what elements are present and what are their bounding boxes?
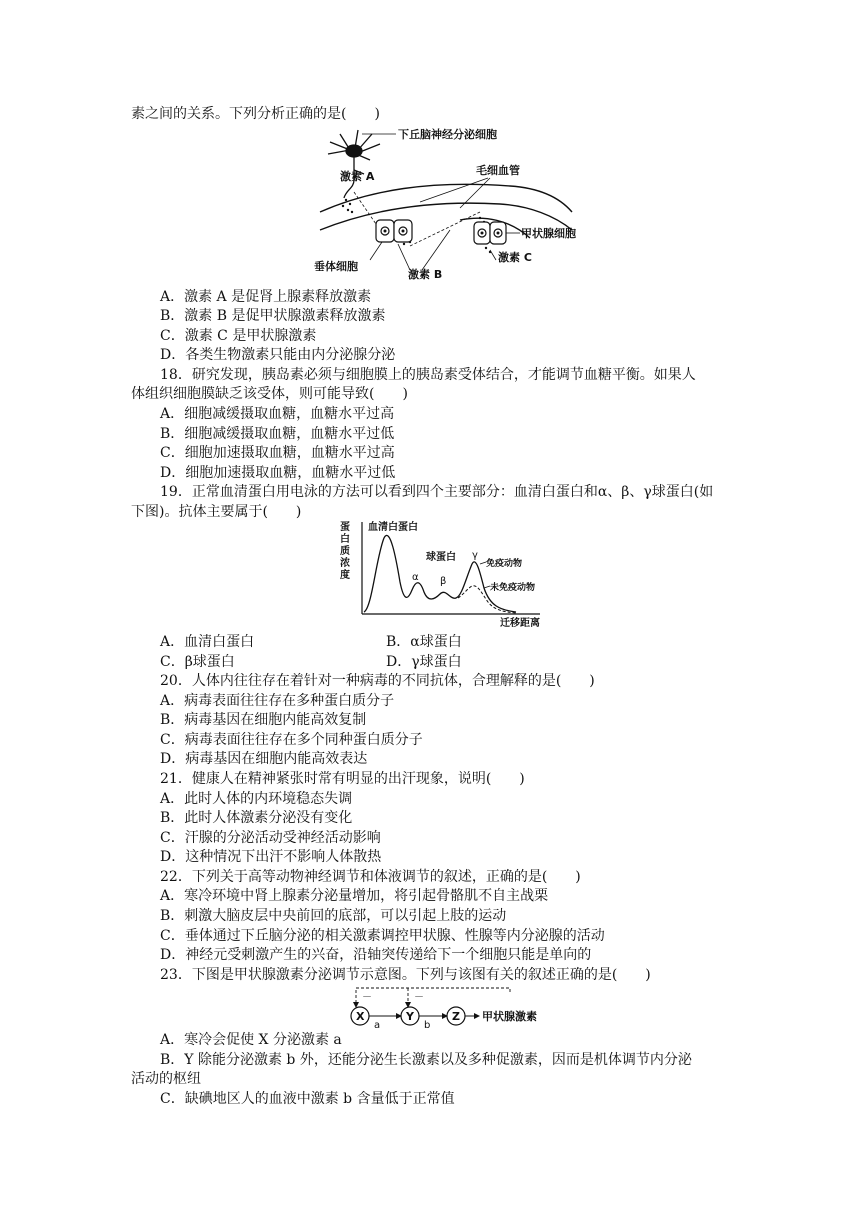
q17-option-d: D．各类生物激素只能由内分泌腺分泌 — [160, 347, 396, 363]
q23-stem: 23．下图是甲状腺激素分泌调节示意图。下列与该图有关的叙述正确的是( ) — [160, 967, 651, 983]
q17-option-c: C．激素 C 是甲状腺激素 — [160, 328, 317, 344]
node-y-label: Y — [406, 1010, 414, 1023]
label-hormone-c: 激素 C — [498, 251, 532, 264]
q18-stem-line1: 18．研究发现，胰岛素必须与细胞膜上的胰岛素受体结合，才能调节血糖平衡。如果人 — [160, 367, 696, 383]
q19-option-a: A．血清白蛋白 — [160, 634, 255, 650]
y-label-2: 白 — [340, 534, 350, 545]
q19-option-b: B．α球蛋白 — [386, 634, 462, 650]
q19-option-d: D．γ球蛋白 — [386, 654, 462, 670]
figure-hypothalamus-pituitary-thyroid — [310, 120, 580, 280]
feedback-minus-x: － — [362, 992, 372, 1003]
node-z-label: Z — [452, 1010, 460, 1023]
q19-option-c: C．β球蛋白 — [160, 654, 235, 670]
label-globulin: 球蛋白 — [426, 552, 456, 563]
label-albumin: 血清白蛋白 — [368, 522, 418, 533]
label-gamma: γ — [472, 550, 478, 561]
q17-option-b: B．激素 B 是促甲状腺激素释放激素 — [160, 308, 386, 324]
label-hormone-a: 激素 A — [340, 170, 375, 183]
feedback-minus-y: － — [414, 992, 424, 1003]
q21-stem: 21．健康人在精神紧张时常有明显的出汗现象，说明( ) — [160, 771, 525, 787]
q22-option-d: D．神经元受刺激产生的兴奋，沿轴突传递给下一个细胞只能是单向的 — [160, 947, 592, 963]
q22-option-b: B．刺激大脑皮层中央前回的底部，可以引起上肢的运动 — [160, 908, 507, 924]
q20-option-b: B．病毒基因在细胞内能高效复制 — [160, 712, 367, 728]
label-capillary: 毛细血管 — [476, 164, 520, 177]
curve-immunized — [364, 535, 516, 612]
q18-stem-line2: 体组织细胞膜缺乏该受体，则可能导致( ) — [131, 386, 408, 402]
label-neuron: 下丘脑神经分泌细胞 — [398, 128, 497, 141]
q18-option-b: B．细胞减缓摄取血糖，血糖水平过低 — [160, 426, 395, 442]
arrow-label-b: b — [424, 1020, 431, 1030]
y-label-1: 蛋 — [340, 522, 350, 533]
q20-option-c: C．病毒表面往往存在多个同种蛋白质分子 — [160, 732, 423, 748]
q17-option-a: A．激素 A 是促肾上腺素释放激素 — [160, 289, 372, 305]
q20-option-d: D．病毒基因在细胞内能高效表达 — [160, 751, 368, 767]
q18-option-a: A．细胞减缓摄取血糖，血糖水平过高 — [160, 406, 395, 422]
figure-thyroid-regulation — [340, 986, 550, 1030]
hormone-dots — [342, 199, 491, 253]
arrow-label-a: a — [374, 1020, 381, 1030]
y-axis-label — [340, 520, 350, 581]
label-hormone-b: 激素 B — [408, 268, 443, 280]
q21-option-b: B．此时人体激素分泌没有变化 — [160, 810, 353, 826]
y-label-3: 质 — [340, 546, 350, 557]
q22-stem: 22．下列关于高等动物神经调节和体液调节的叙述，正确的是( ) — [160, 869, 581, 885]
q21-option-a: A．此时人体的内环境稳态失调 — [160, 791, 353, 807]
q20-stem: 20．人体内往往存在着针对一种病毒的不同抗体，合理解释的是( ) — [160, 673, 595, 689]
pituitary-cells — [376, 220, 412, 242]
q20-option-a: A．病毒表面往往存在多种蛋白质分子 — [160, 693, 395, 709]
label-immunized: 免疫动物 — [486, 559, 523, 569]
neuron-drawing — [328, 130, 380, 198]
y-label-4: 浓 — [340, 558, 350, 569]
q21-option-c: C．汗腺的分泌活动受神经活动影响 — [160, 830, 381, 846]
q23-option-c: C．缺碘地区人的血液中激素 b 含量低于正常值 — [160, 1091, 455, 1107]
label-pituitary: 垂体细胞 — [314, 260, 358, 273]
label-beta: β — [440, 576, 447, 587]
q23-option-a: A．寒冷会促使 X 分泌激素 a — [160, 1032, 342, 1048]
y-label-5: 度 — [340, 570, 350, 581]
thyroid-cells — [474, 222, 506, 244]
q22-option-a: A．寒冷环境中肾上腺素分泌量增加，将引起骨骼肌不自主战栗 — [160, 888, 549, 904]
x-axis-label: 迁移距离 — [500, 618, 540, 629]
node-x-label: X — [356, 1010, 365, 1023]
q19-stem-line2: 下图)。抗体主要属于( ) — [131, 504, 302, 520]
label-not-immunized: 未免疫动物 — [490, 583, 536, 593]
q23-option-b-line1: B．Y 除能分泌激素 b 外，还能分泌生长激素以及多种促激素，因而是机体调节内分泌 — [160, 1052, 692, 1068]
q18-option-c: C．细胞加速摄取血糖，血糖水平过高 — [160, 445, 395, 461]
label-thyroid: 甲状腺细胞 — [521, 227, 576, 240]
question-17-stem-tail: 素之间的关系。下列分析正确的是( ) — [131, 106, 380, 122]
q23-option-b-line2: 活动的枢纽 — [131, 1071, 201, 1087]
q21-option-d: D．这种情况下出汗不影响人体散热 — [160, 849, 382, 865]
label-alpha: α — [412, 572, 419, 583]
product-label: 甲状腺激素 — [482, 1010, 537, 1023]
q22-option-c: C．垂体通过下丘脑分泌的相关激素调控甲状腺、性腺等内分泌腺的活动 — [160, 928, 605, 944]
figure-electrophoresis — [340, 518, 560, 630]
q18-option-d: D．细胞加速摄取血糖，血糖水平过低 — [160, 465, 396, 481]
q19-stem-line1: 19．正常血清蛋白用电泳的方法可以看到四个主要部分：血清白蛋白和α、β、γ球蛋白(如 — [160, 484, 714, 500]
